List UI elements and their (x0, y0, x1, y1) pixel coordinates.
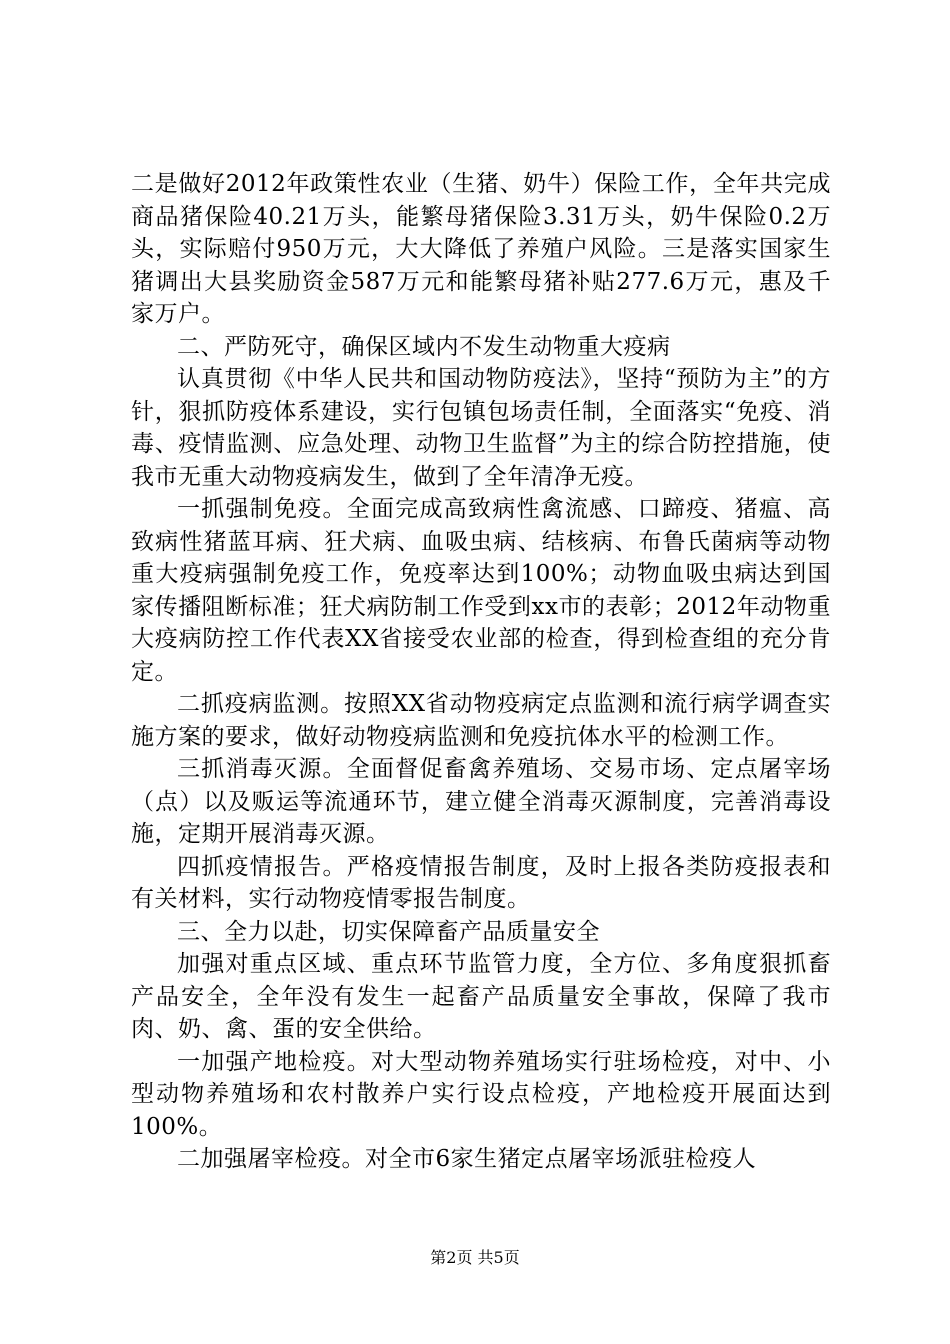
paragraph-7: 四抓疫情报告。严格疫情报告制度，及时上报各类防疫报表和有关材料，实行动物疫情零报告制度。 (131, 853, 831, 912)
paragraph-6: 三抓消毒灭源。全面督促畜禽养殖场、交易市场、定点屠宰场（点）以及贩运等流通环节，建立健全消毒灭源制度，完善消毒设施，定期开展消毒灭源。 (131, 756, 831, 847)
paragraph-5: 二抓疫病监测。按照XX省动物疫病定点监测和流行病学调查实施方案的要求，做好动物疫病监测和免疫抗体水平的检测工作。 (131, 691, 831, 750)
document-body (131, 168, 831, 1176)
paragraph-9: 加强对重点区域、重点环节监管力度，全方位、多角度狠抓畜产品安全，全年没有发生一起畜产品质量安全事故，保障了我市肉、奶、禽、蛋的安全供给。 (131, 951, 831, 1042)
paragraph-1: 二是做好2012年政策性农业（生猪、奶牛）保险工作，全年共完成商品猪保险40.21万头，能繁母猪保险3.31万头，奶牛保险0.2万头，实际赔付950万元，大大降低了养殖户风险。三是落实国家生猪调出大县奖励资金587万元和能繁母猪补贴277.6万元，惠及千家万户。 (131, 171, 831, 327)
paragraph-10: 一加强产地检疫。对大型动物养殖场实行驻场检疫，对中、小型动物养殖场和农村散养户实行设点检疫，产地检疫开展面达到100%。 (131, 1048, 831, 1140)
paragraph-4: 一抓强制免疫。全面完成高致病性禽流感、口蹄疫、猪瘟、高致病性猪蓝耳病、狂犬病、血吸虫病、结核病、布鲁氏菌病等动物重大疫病强制免疫工作，免疫率达到100%；动物血吸虫病达到国家传播阻断标准；狂犬病防制工作受到xx市的表彰；2012年动物重大疫病防控工作代表XX省接受农业部的检查，得到检查组的充分肯定。 (131, 496, 831, 685)
section-heading-3: 三、全力以赴，切实保障畜产品质量安全 (177, 918, 600, 945)
paragraph-3: 认真贯彻《中华人民共和国动物防疫法》，坚持“预防为主”的方针，狠抓防疫体系建设，实行包镇包场责任制，全面落实“免疫、消毒、疫情监测、应急处理、动物卫生监督”为主的综合防控措施，使我市无重大动物疫病发生，做到了全年清净无疫。 (131, 366, 831, 490)
paragraph-11: 二加强屠宰检疫。对全市6家生猪定点屠宰场派驻检疫人 (177, 1146, 757, 1172)
page-footer: 第2页 共5页 (430, 1248, 520, 1267)
section-heading-2: 二、严防死守，确保区域内不发生动物重大疫病 (177, 333, 671, 360)
